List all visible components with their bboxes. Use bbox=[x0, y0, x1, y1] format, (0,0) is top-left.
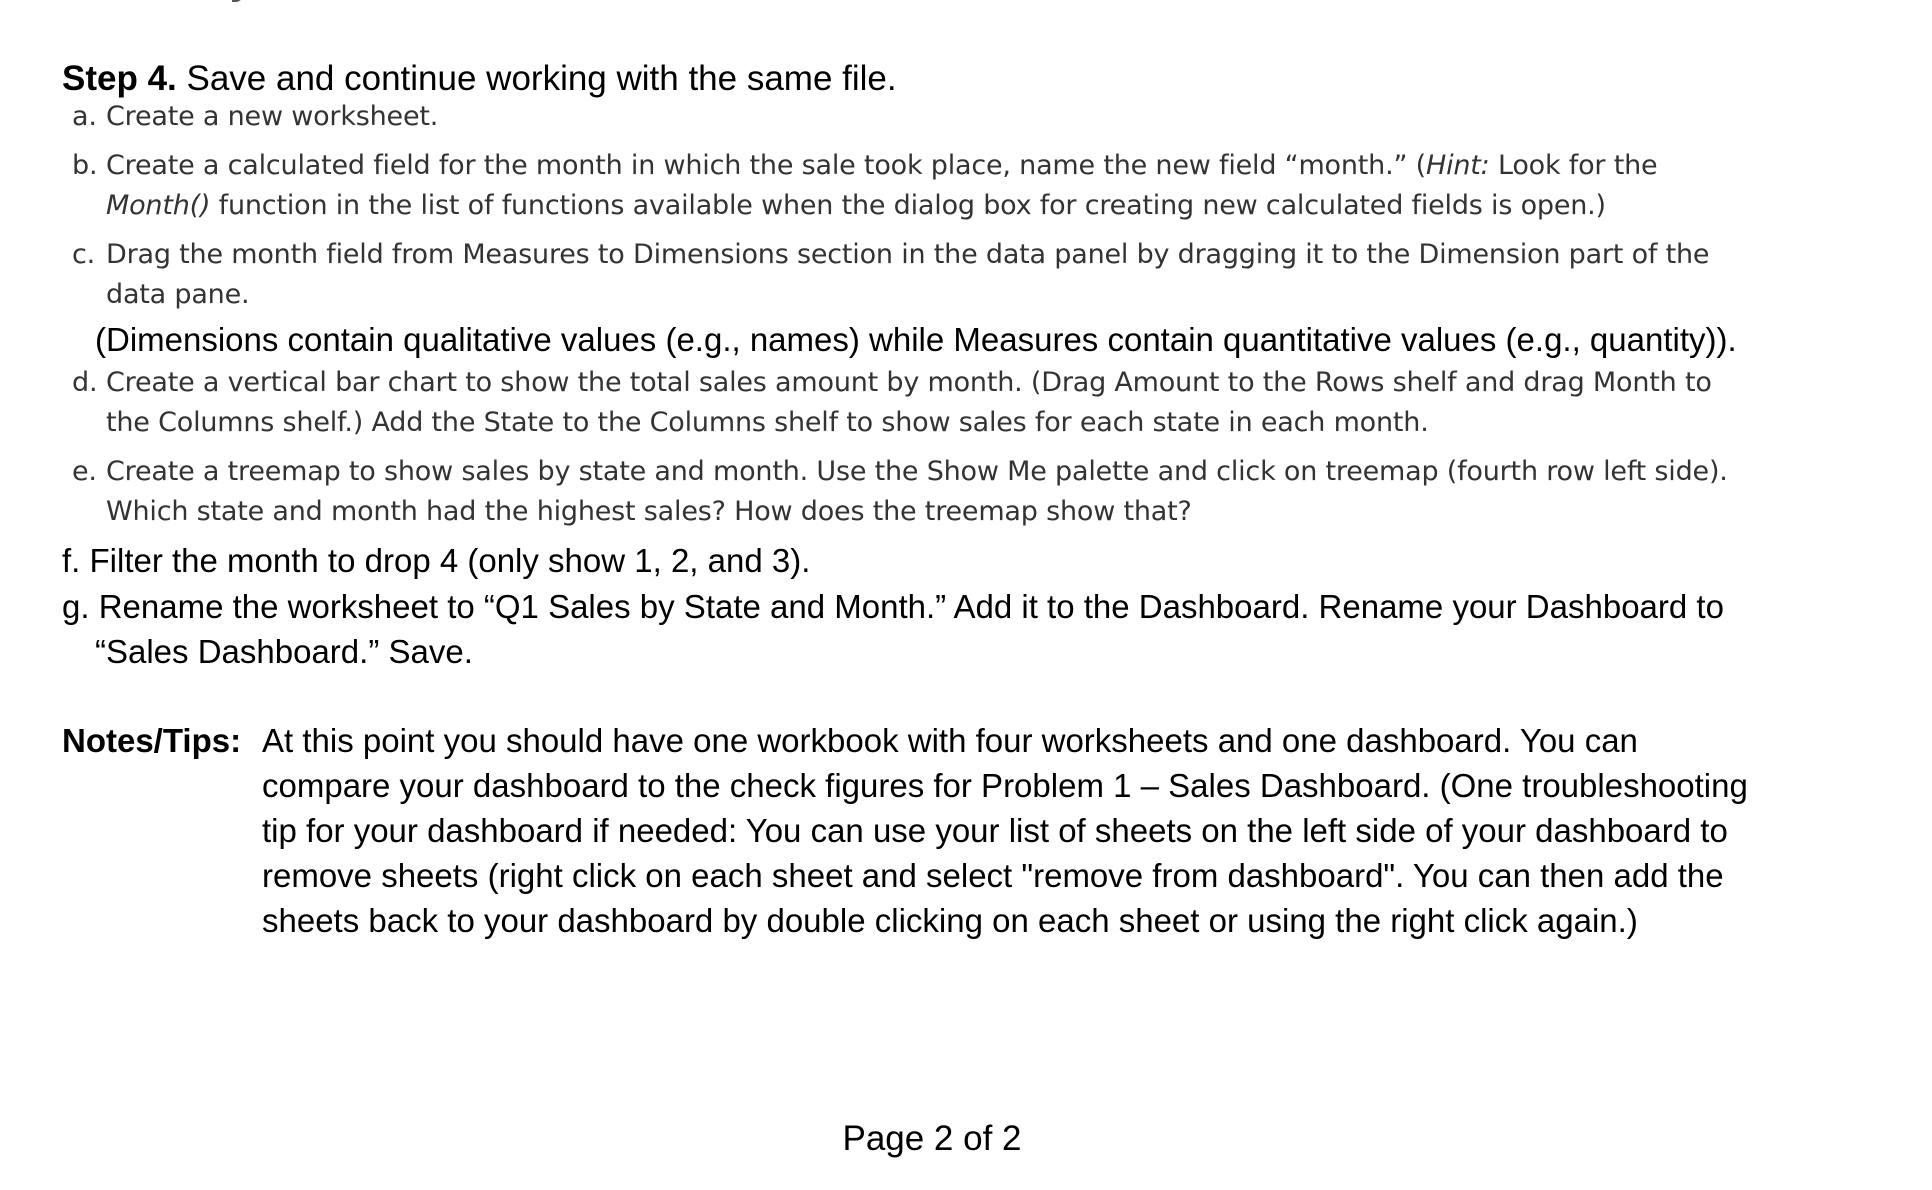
item-continuation: Month() function in the list of functions available when the dialog box for creating new calculated fields is open.) bbox=[106, 190, 1606, 221]
hint-label: Hint: bbox=[1425, 150, 1490, 181]
item-text: Drag the month field from Measures to Dimensions section in the data panel by dragging it to the Dimension part of the bbox=[106, 239, 1710, 270]
item-text: Create a calculated field for the month in which the sale took place, name the new field “month.” ( bbox=[106, 150, 1426, 181]
dimensions-note: (Dimensions contain qualitative values (e.g., names) while Measures contain quantitative values (e.g., quantity)). bbox=[95, 321, 1737, 358]
item-text: Create a vertical bar chart to show the total sales amount by month. (Drag Amount to the Rows shelf and drag Month to bbox=[106, 367, 1712, 398]
notes-line: Notes/Tips: At this point you should have one workbook with four worksheets and one dashboard. You can bbox=[62, 718, 1748, 763]
notes-tips-block bbox=[62, 718, 1748, 943]
item-continuation: data pane. bbox=[106, 279, 250, 310]
list-item-c bbox=[72, 235, 1709, 315]
notes-line: compare your dashboard to the check figures for Problem 1 – Sales Dashboard. (One troubleshooting bbox=[262, 767, 1748, 804]
notes-line: remove sheets (right click on each sheet and select "remove from dashboard". You can then add the bbox=[262, 857, 1724, 894]
list-item-b bbox=[72, 146, 1657, 226]
notes-line: tip for your dashboard if needed: You can use your list of sheets on the left side of your dashboard to bbox=[262, 812, 1728, 849]
item-text: Create a new worksheet. bbox=[106, 101, 439, 132]
page-number: Page 2 of 2 bbox=[842, 1119, 1022, 1158]
cropped-glyph-fragment bbox=[232, 0, 242, 2]
item-letter: a. bbox=[72, 101, 97, 132]
list-item-f: f. Filter the month to drop 4 (only show 1, 2, and 3). bbox=[62, 542, 811, 579]
item-continuation: the Columns shelf.) Add the State to the Columns shelf to show sales for each state in each month. bbox=[106, 407, 1429, 438]
item-continuation: Which state and month had the highest sales? How does the treemap show that? bbox=[106, 496, 1192, 527]
list-item-g-continuation: “Sales Dashboard.” Save. bbox=[95, 633, 473, 670]
step-heading bbox=[62, 56, 897, 102]
list-item-e bbox=[72, 452, 1728, 532]
item-letter: b. bbox=[72, 150, 98, 181]
item-text: Create a treemap to show sales by state and month. Use the Show Me palette and click on treemap (fourth row left side). bbox=[106, 456, 1728, 487]
list-item-d bbox=[72, 363, 1712, 443]
item-letter: c. bbox=[72, 239, 96, 270]
step-text: Save and continue working with the same file. bbox=[186, 59, 897, 98]
list-item-a bbox=[72, 97, 438, 137]
item-text: Look for the bbox=[1489, 150, 1658, 181]
item-letter: e. bbox=[72, 456, 97, 487]
function-name: Month() bbox=[106, 190, 211, 221]
list-item-g: g. Rename the worksheet to “Q1 Sales by State and Month.” Add it to the Dashboard. Rename your Dashboard to bbox=[62, 588, 1724, 625]
notes-line: sheets back to your dashboard by double clicking on each sheet or using the right click again.) bbox=[262, 902, 1638, 939]
item-letter: d. bbox=[72, 367, 98, 398]
notes-label: Notes/Tips: bbox=[62, 722, 242, 759]
step-label: Step 4. bbox=[62, 59, 177, 98]
